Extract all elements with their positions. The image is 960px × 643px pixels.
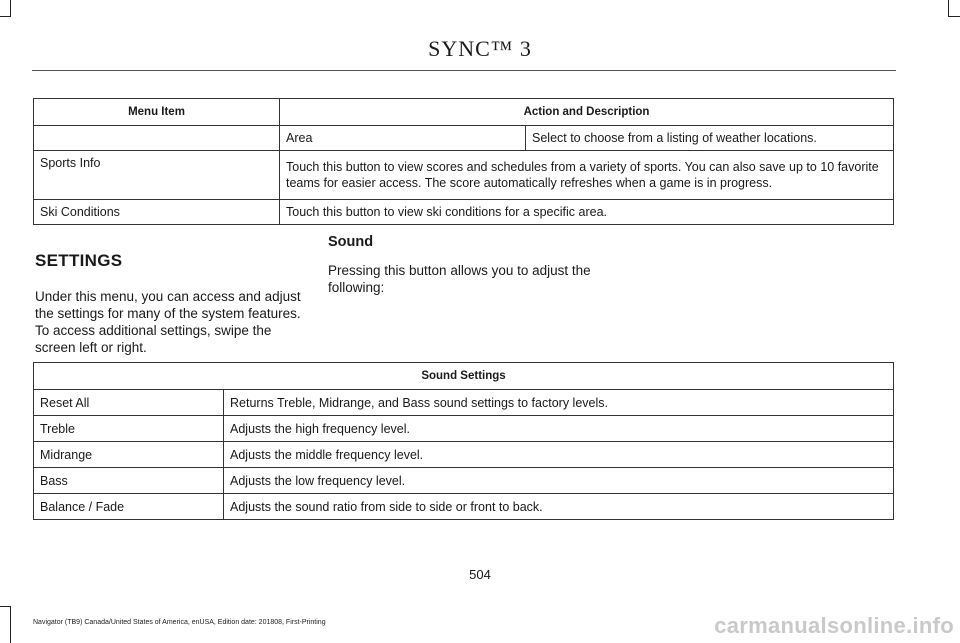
setting-name-cell: Midrange: [34, 442, 224, 468]
crop-mark: [0, 16, 11, 17]
crop-mark: [10, 0, 11, 16]
crop-mark: [0, 606, 11, 607]
column-header-menu-item: Menu Item: [34, 99, 280, 126]
menu-item-cell: Ski Conditions: [34, 200, 280, 225]
description-cell: Touch this button to view scores and schedules from a variety of sports. You can also save up to 10 favorite teams for easier access. The score automatically refreshes when a game is in progress.: [280, 151, 894, 200]
sub-item-cell: Area: [280, 126, 526, 151]
table-row: [34, 494, 894, 520]
description-cell: Select to choose from a listing of weather locations.: [526, 126, 894, 151]
menu-item-cell: Sports Info: [34, 151, 280, 200]
setting-name-cell: Bass: [34, 468, 224, 494]
setting-description-cell: Adjusts the sound ratio from side to side or front to back.: [224, 494, 894, 520]
page-header-title: SYNC™ 3: [428, 36, 532, 61]
menu-item-cell: [34, 126, 280, 151]
setting-name-cell: Reset All: [34, 390, 224, 416]
footer-edition-text: Navigator (TB9) Canada/United States of America, enUSA, Edition date: 201808, First-Printing: [33, 619, 326, 626]
page-number: 504: [469, 567, 491, 582]
table-row: [34, 200, 894, 225]
sound-heading: Sound: [328, 234, 374, 250]
watermark: carmanualsonline.info: [714, 613, 954, 638]
crop-mark: [948, 0, 949, 16]
table-row: [34, 468, 894, 494]
table-row: [34, 416, 894, 442]
table-row: [34, 151, 894, 200]
column-header-action: Action and Description: [280, 99, 894, 126]
sound-settings-table: [33, 362, 894, 520]
setting-description-cell: Adjusts the middle frequency level.: [224, 442, 894, 468]
settings-heading: SETTINGS: [35, 251, 123, 270]
menu-item-table: [33, 98, 894, 225]
setting-name-cell: Balance / Fade: [34, 494, 224, 520]
setting-name-cell: Treble: [34, 416, 224, 442]
sound-settings-header: Sound Settings: [34, 363, 894, 390]
setting-description-cell: Adjusts the low frequency level.: [224, 468, 894, 494]
table-row: [34, 442, 894, 468]
header-divider: [32, 70, 896, 71]
crop-mark: [10, 606, 11, 643]
sound-body: Pressing this button allows you to adjust the following:: [328, 263, 591, 295]
setting-description-cell: Returns Treble, Midrange, and Bass sound settings to factory levels.: [224, 390, 894, 416]
table-row: [34, 390, 894, 416]
crop-mark: [948, 16, 960, 17]
description-cell: Touch this button to view ski conditions for a specific area.: [280, 200, 894, 225]
setting-description-cell: Adjusts the high frequency level.: [224, 416, 894, 442]
settings-body: Under this menu, you can access and adjust the settings for many of the system features. To access additional settings, swipe the screen left or right.: [35, 289, 301, 355]
table-row: [34, 126, 894, 151]
